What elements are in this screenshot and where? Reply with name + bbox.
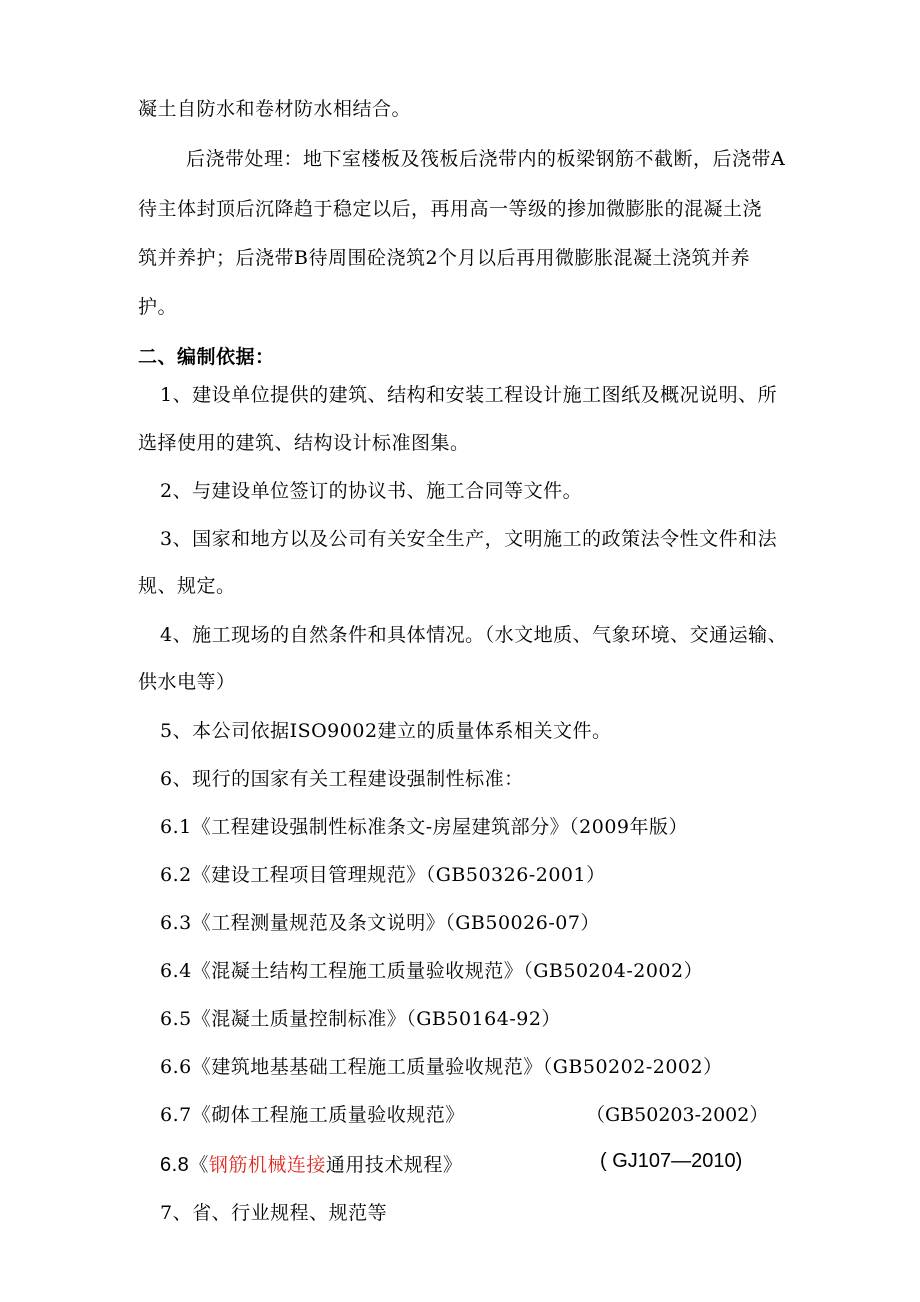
standard-6-5 xyxy=(160,1004,561,1031)
standard-6-7-code: （GB50203-2002） xyxy=(586,1104,769,1126)
standard-number: 6.7 xyxy=(160,1104,192,1126)
standard-code: （GB50204-2002） xyxy=(523,960,704,982)
standard-6-8 xyxy=(160,1150,462,1177)
standard-6-6 xyxy=(160,1052,723,1079)
post-pour-line-2: 待主体封顶后沉降趋于稳定以后，再用高一等级的掺加微膨胀的混凝土浇 xyxy=(138,198,763,220)
standard-code: （GB50326-2001） xyxy=(425,864,606,886)
standard-6-7 xyxy=(160,1100,465,1127)
standard-title: 《工程建设强制性标准条文-房屋建筑部分》 xyxy=(191,816,570,838)
post-pour-line-1 xyxy=(186,144,785,171)
standard-6-1 xyxy=(160,812,688,839)
item-3-line-2: 规、规定。 xyxy=(138,575,236,597)
standard-code: （GB50202-2002） xyxy=(542,1056,723,1078)
standard-number: 6.4 xyxy=(160,960,192,982)
post-pour-line-1-text: ：地下室楼板及筏板后浇带内的板梁钢筋不截断，后浇带A xyxy=(283,148,786,170)
standard-code: （GB50026-07） xyxy=(445,912,600,934)
intro-line: 凝土自防水和卷材防水相结合。 xyxy=(138,98,412,120)
item-5: 5、本公司依据ISO9002建立的质量体系相关文件。 xyxy=(160,720,612,742)
item-1-line-1: 1、建设单位提供的建筑、结构和安装工程设计施工图纸及概况说明、所 xyxy=(160,384,778,406)
item-1-line-2: 选择使用的建筑、结构设计标准图集。 xyxy=(138,432,470,454)
standard-title: 《工程测量规范及条文说明》 xyxy=(191,912,446,934)
item-3-line-1: 3、国家和地方以及公司有关安全生产，文明施工的政策法令性文件和法 xyxy=(160,528,778,550)
item-2: 2、与建设单位签订的协议书、施工合同等文件。 xyxy=(160,480,583,502)
standard-title-highlight: 钢筋机械连接 xyxy=(208,1154,326,1176)
standard-6-3 xyxy=(160,908,600,935)
standard-title: 《建筑地基基础工程施工质量验收规范》 xyxy=(191,1056,543,1078)
item-4-line-1: 4、施工现场的自然条件和具体情况。（水文地质、气象环境、交通运输、 xyxy=(160,624,788,646)
standard-title-open: 《 xyxy=(189,1154,209,1176)
standard-number: 6.1 xyxy=(160,816,192,838)
standard-title: 《建设工程项目管理规范》 xyxy=(191,864,426,886)
standard-number: 6.3 xyxy=(160,912,192,934)
item-4-line-2: 供水电等） xyxy=(138,671,236,693)
standard-6-2 xyxy=(160,860,606,887)
standard-number: 6.5 xyxy=(160,1008,192,1030)
item-6: 6、现行的国家有关工程建设强制性标准： xyxy=(160,768,524,790)
standard-title: 《砌体工程施工质量验收规范》 xyxy=(191,1104,465,1126)
standard-title: 《混凝土结构工程施工质量验收规范》 xyxy=(191,960,524,982)
post-pour-line-4: 护。 xyxy=(138,296,178,318)
standard-title-rest: 通用技术规程》 xyxy=(325,1154,463,1176)
standard-number: 6.8 xyxy=(160,1154,190,1176)
standard-code: （GB50164-92） xyxy=(406,1008,561,1030)
post-pour-label: 后浇带处理 xyxy=(186,148,284,170)
standard-code: （2009年版） xyxy=(569,816,688,838)
post-pour-line-3: 筑并养护；后浇带B待周围砼浇筑2个月以后再用微膨胀混凝土浇筑并养 xyxy=(138,247,751,269)
section-title: 二、编制依据： xyxy=(138,346,275,368)
standard-title: 《混凝土质量控制标准》 xyxy=(191,1008,407,1030)
item-7: 7、省、行业规程、规范等 xyxy=(160,1202,388,1224)
standard-number: 6.6 xyxy=(160,1056,192,1078)
standard-6-4 xyxy=(160,956,703,983)
standard-6-8-code: ( GJ107—2010) xyxy=(600,1150,743,1172)
standard-number: 6.2 xyxy=(160,864,192,886)
